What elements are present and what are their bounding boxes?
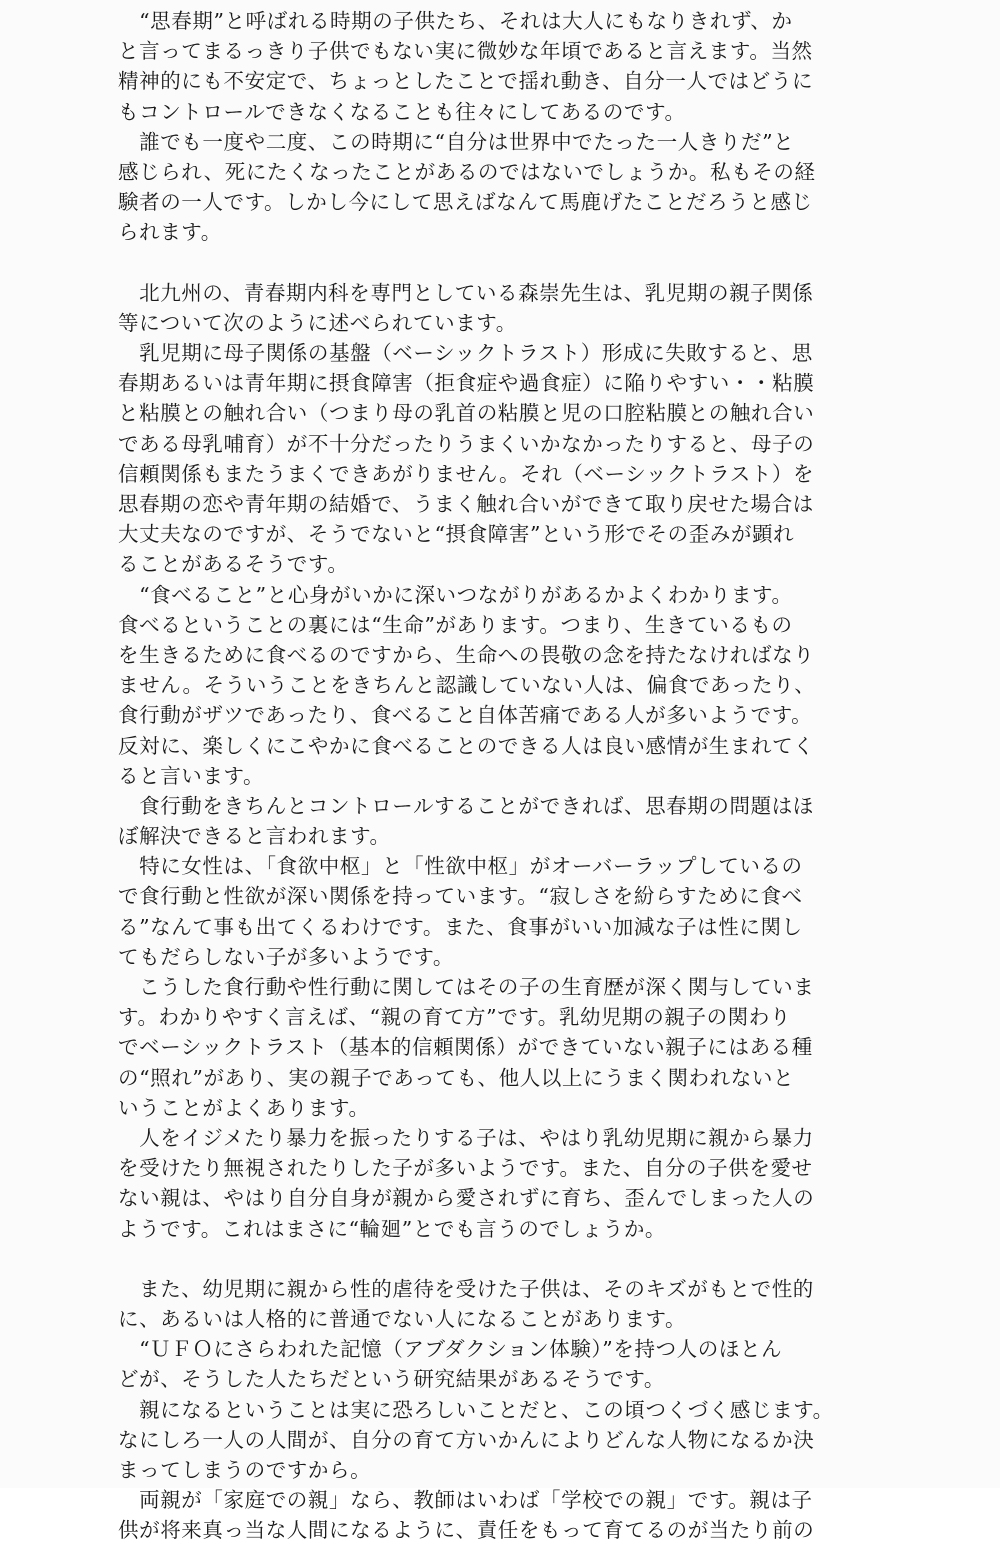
- text-line: “食べること”と心身がいかに深いつながりがあるかよくわかります。: [118, 582, 793, 607]
- text-line: まってしまうのですから。: [118, 1458, 372, 1482]
- text-line: ると言います。: [118, 763, 265, 788]
- text-line: 特に女性は、「食欲中枢」と「性欲中枢」がオーバーラップしているの: [118, 854, 803, 879]
- text-line: もコントロールできなくなることも往々にしてあるのです。: [118, 99, 686, 124]
- text-line: と粘膜との触れ合い（つまり母の乳首の粘膜と児の口腔粘膜との触れ合い: [118, 401, 815, 426]
- text-line: 精神的にも不安定で、ちょっとしたことで揺れ動き、自分一人ではどうに: [118, 69, 814, 94]
- text-line: を受けたり無視されたりした子が多いようです。また、自分の子供を愛せ: [118, 1156, 813, 1181]
- text-line: 食行動をきちんとコントロールすることができれば、思春期の問題はほ: [118, 793, 814, 818]
- text-line: と言ってまるっきり子供でもない実に微妙な年頃であると言えます。当然: [118, 39, 813, 64]
- text-line: また、幼児期に親から性的虐待を受けた子供は、そのキズがもとで性的: [118, 1276, 814, 1301]
- paragraph-gap: [118, 248, 918, 278]
- text-line: 感じられ、死にたくなったことがあるのではないでしょうか。私もその経: [118, 159, 816, 184]
- text-line: “思春期”と呼ばれる時期の子供たち、それは大人にもなりきれず、か: [118, 9, 793, 33]
- text-line: 反対に、楽しくにこやかに食べることのできる人は良い感情が生まれてく: [118, 733, 815, 758]
- text-line: 人をイジメたり暴力を振ったりする子は、やはり乳幼児期に親から暴力: [118, 1125, 814, 1150]
- text-line: を生きるために食べるのですから、生命への畏敬の念を持たなければなり: [118, 642, 815, 667]
- text-line: ぼ解決できると言われます。: [118, 824, 391, 849]
- text-line: で食行動と性欲が深い関係を持っています。“寂しさを紛らすために食べ: [118, 884, 803, 909]
- text-line: られます。: [118, 220, 222, 245]
- text-line: いうことがよくあります。: [118, 1095, 370, 1120]
- text-line: ません。そういうことをきちんと認識していない人は、偏食であったり、: [118, 673, 816, 698]
- text-line: 両親が「家庭での親」なら、教師はいわば「学校での親」です。親は子: [118, 1488, 813, 1513]
- text-line: 食べるということの裏には“生命”があります。つまり、生きているもの: [118, 612, 793, 637]
- text-line: 春期あるいは青年期に摂食障害（拒食症や過食症）に陥りやすい・・粘膜: [118, 371, 815, 396]
- text-line: 北九州の、青春期内科を専門としている森崇先生は、乳児期の親子関係: [118, 280, 814, 305]
- text-line: 信頼関係もまたうまくできあがりません。それ（ベーシックトラスト）を: [118, 461, 815, 486]
- body-text: [118, 6, 918, 1546]
- text-line: 乳児期に母子関係の基盤（ベーシックトラスト）形成に失敗すると、思: [118, 341, 813, 366]
- text-line: す。わかりやすく言えば、“親の育て方”です。乳幼児期の親子の関わり: [118, 1005, 791, 1030]
- text-line: 親になるということは実に恐ろしいことだと、この頃つくづく感じます。: [118, 1397, 834, 1422]
- text-line: てもだらしない子が多いようです。: [118, 944, 454, 969]
- text-line: 供が将来真っ当な人間になるように、責任をもって育てるのが当たり前の: [118, 1518, 815, 1543]
- text-line: 誰でも一度や二度、この時期に“自分は世界中でたった一人きりだ”と: [118, 129, 795, 154]
- paragraph-gap: [118, 1244, 918, 1274]
- text-line: ようです。これはまさに“輪廻”とでも言うのでしょうか。: [118, 1216, 667, 1241]
- text-line: る”なんて事も出てくるわけです。また、食事がいい加減な子は性に関し: [118, 914, 803, 939]
- text-line: の“照れ”があり、実の親子であっても、他人以上にうまく関われないと: [118, 1065, 795, 1090]
- text-line: である母乳哺育）が不十分だったりうまくいかなかったりすると、母子の: [118, 431, 815, 456]
- text-line: 大丈夫なのですが、そうでないと“摂食障害”という形でその歪みが顕れ: [118, 522, 795, 547]
- text-line: 等について次のように述べられています。: [118, 310, 517, 335]
- text-line: どが、そうした人たちだという研究結果があるそうです。: [118, 1367, 665, 1392]
- text-line: ることがあるそうです。: [118, 552, 349, 577]
- text-line: に、あるいは人格的に普通でない人になることがあります。: [118, 1307, 687, 1332]
- text-line: ない親は、やはり自分自身が親から愛されずに育ち、歪んでしまった人の: [118, 1186, 815, 1211]
- text-line: 思春期の恋や青年期の結婚で、うまく触れ合いができて取り戻せた場合は: [118, 492, 814, 516]
- text-line: でベーシックトラスト（基本的信頼関係）ができていない親子にはある種: [118, 1035, 813, 1060]
- text-line: こうした食行動や性行動に関してはその子の生育歴が深く関与していま: [118, 975, 815, 999]
- text-line: 食行動がザツであったり、食べること自体苦痛である人が多いようです。: [118, 703, 813, 728]
- text-line: なにしろ一人の人間が、自分の育て方いかんによりどんな人物になるか決: [118, 1427, 815, 1452]
- text-line: 験者の一人です。しかし今にして思えばなんて馬鹿げたことだろうと感じ: [118, 190, 813, 215]
- text-line: “ＵＦＯにさらわれた記憶（アブダクション体験）”を持つ人のほとん: [118, 1337, 783, 1362]
